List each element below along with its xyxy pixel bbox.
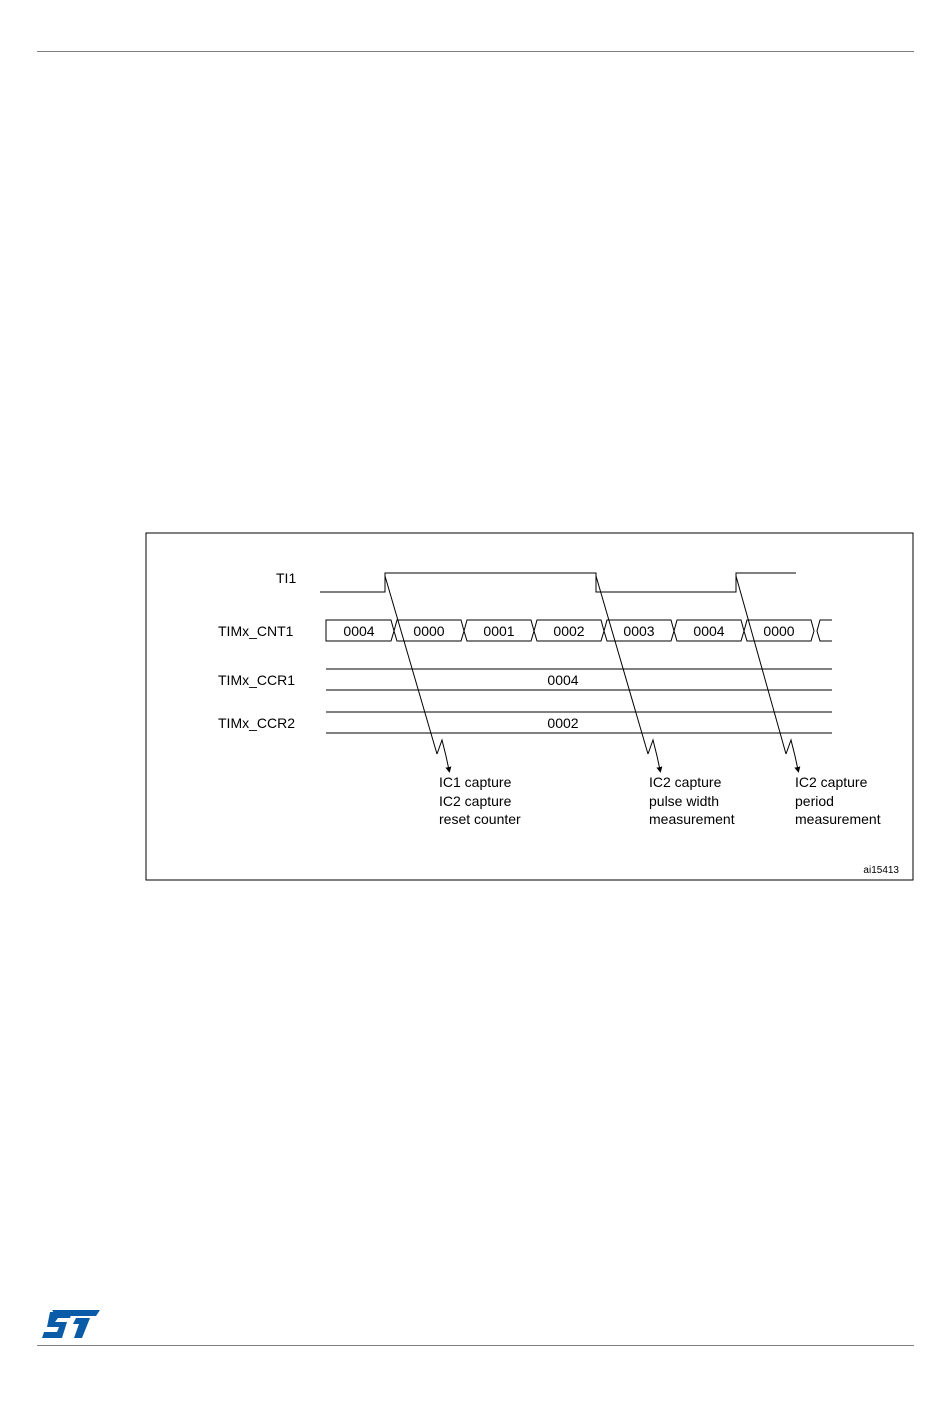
annotation-line: measurement xyxy=(795,811,881,827)
annotation-line: reset counter xyxy=(439,811,521,827)
event-arrow-period xyxy=(736,576,798,770)
ti1-waveform xyxy=(320,573,796,592)
signal-label-ccr1: TIMx_CCR1 xyxy=(218,672,296,688)
figure-id: ai15413 xyxy=(863,865,899,876)
annotation-line: IC2 capture xyxy=(649,774,722,790)
cnt-value: 0000 xyxy=(763,623,795,639)
annotation-line: period xyxy=(795,793,834,809)
annotation-line: pulse width xyxy=(649,793,720,809)
cnt-segment-tail xyxy=(817,620,832,641)
ccr2-value: 0002 xyxy=(547,715,579,731)
cnt-value: 0003 xyxy=(623,623,655,639)
st-logo xyxy=(42,1310,100,1340)
cnt-bus xyxy=(326,620,832,641)
cnt-value: 0004 xyxy=(343,623,375,639)
cnt-value: 0001 xyxy=(483,623,515,639)
cnt-value: 0004 xyxy=(693,623,725,639)
annotation-line: IC1 capture xyxy=(439,774,512,790)
signal-label-ti1: TI1 xyxy=(276,570,297,586)
ccr1-value: 0004 xyxy=(547,672,579,688)
signal-label-ccr2: TIMx_CCR2 xyxy=(218,715,296,731)
annotation-line: IC2 capture xyxy=(795,774,868,790)
cnt-value: 0000 xyxy=(413,623,445,639)
annotation-line: measurement xyxy=(649,811,735,827)
annotation-line: IC2 capture xyxy=(439,793,512,809)
event-arrow-pulse-width xyxy=(596,576,660,770)
cnt-value: 0002 xyxy=(553,623,585,639)
signal-label-cnt: TIMx_CNT1 xyxy=(218,623,294,639)
event-arrow-ic1 xyxy=(385,576,449,770)
figure-frame xyxy=(146,533,913,880)
